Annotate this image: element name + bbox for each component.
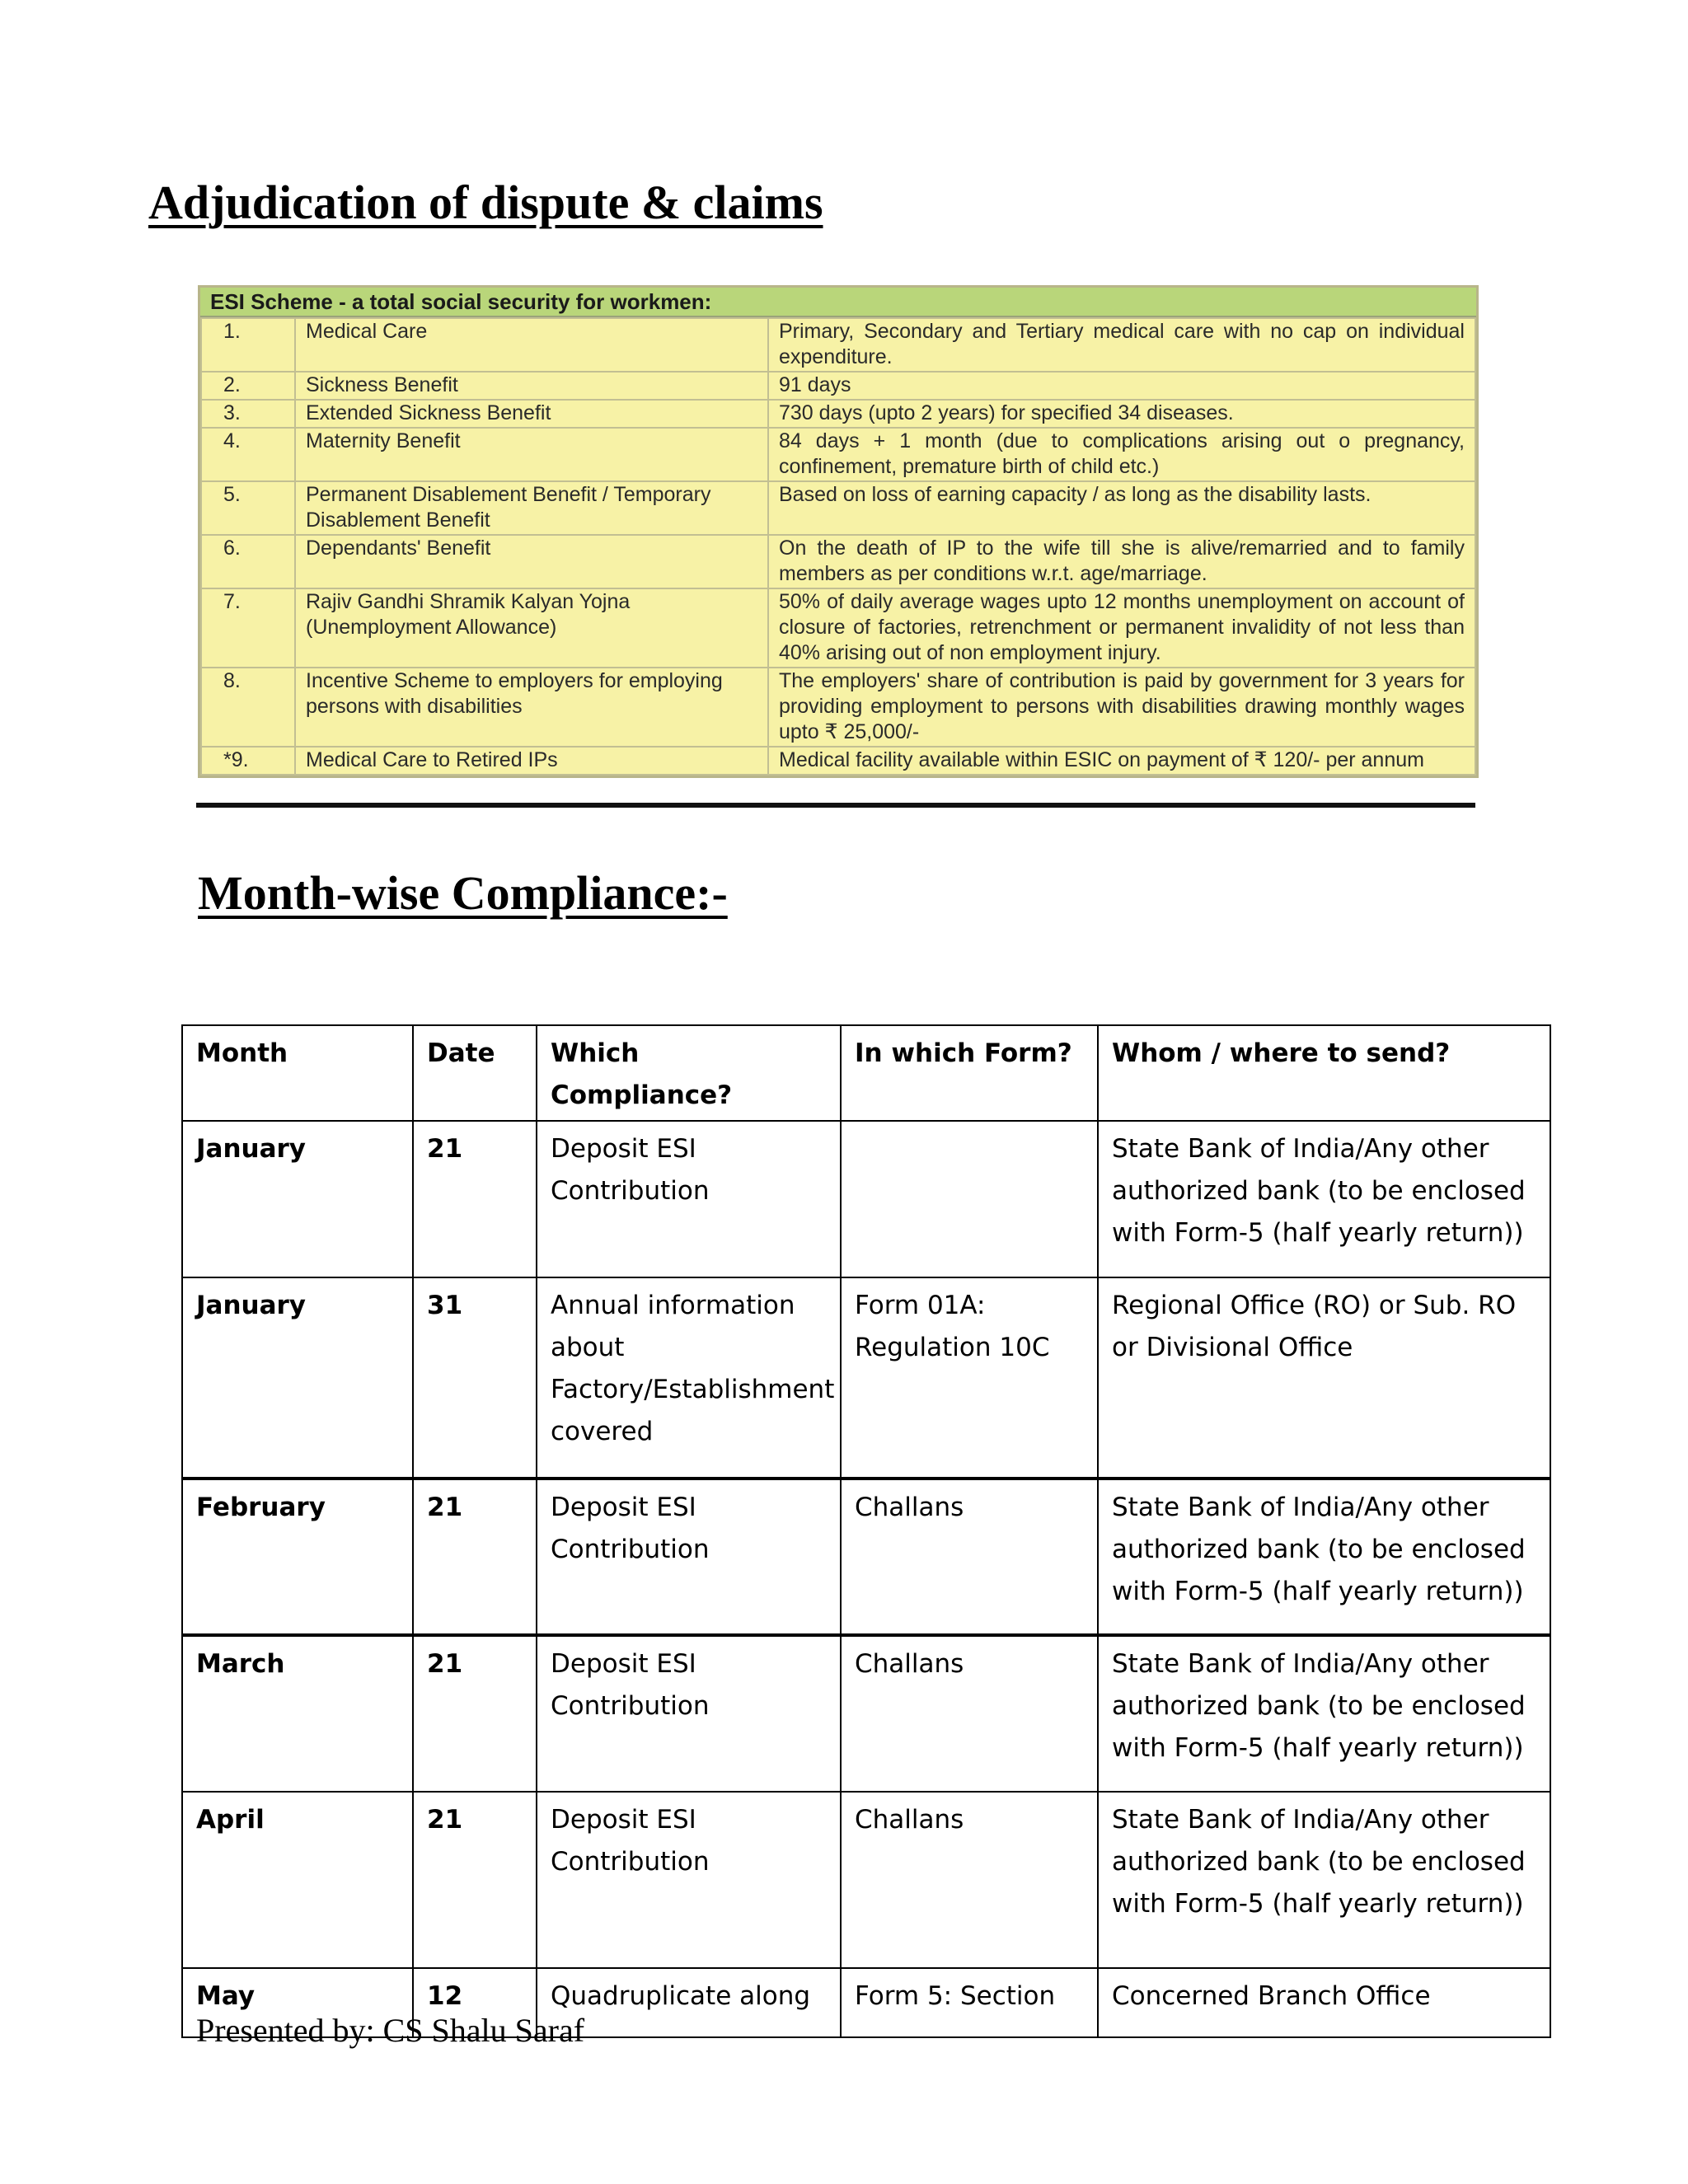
esi-benefit-name: Medical Care [295,318,768,372]
esi-benefit-detail: The employers' share of contribution is paid by government for 3 years for providing employment to persons with disabilities drawing monthly wages upto ₹ 25,000/- [768,668,1475,747]
cell-whom: State Bank of India/Any other authorized bank (to be enclosed with Form-5 (half yearly return)) [1098,1792,1550,1968]
cell-date: 21 [413,1479,537,1635]
cell-compliance: Deposit ESI Contribution [537,1121,841,1277]
esi-benefit-name: Medical Care to Retired IPs [295,747,768,775]
compliance-table [181,1024,1551,2038]
cell-form: Form 5: Section [841,1968,1098,2037]
cell-date: 21 [413,1792,537,1968]
esi-benefit-name: Sickness Benefit [295,372,768,400]
esi-row-number: 6. [201,535,295,588]
esi-row [201,588,1475,668]
cell-form: Challans [841,1792,1098,1968]
table-row [182,1635,1550,1792]
column-header-form: In which Form? [841,1025,1098,1121]
cell-form: Form 01A: Regulation 10C [841,1277,1098,1479]
cell-whom: State Bank of India/Any other authorized bank (to be enclosed with Form-5 (half yearly return)) [1098,1635,1550,1792]
cell-month: February [182,1479,413,1635]
cell-date: 21 [413,1121,537,1277]
cell-compliance: Deposit ESI Contribution [537,1635,841,1792]
esi-row [201,372,1475,400]
esi-row [201,400,1475,428]
table-header-row [182,1025,1550,1121]
esi-row [201,535,1475,588]
cell-compliance: Deposit ESI Contribution [537,1479,841,1635]
esi-row-number: 4. [201,428,295,481]
esi-row-number: 1. [201,318,295,372]
esi-benefit-name: Permanent Disablement Benefit / Temporary Disablement Benefit [295,481,768,535]
column-header-compliance: Which Compliance? [537,1025,841,1121]
esi-scheme-table [198,285,1479,778]
cell-form: Challans [841,1479,1098,1635]
table-row [182,1121,1550,1277]
esi-row-number: 5. [201,481,295,535]
section-divider [196,803,1475,808]
cell-form: Challans [841,1635,1098,1792]
esi-benefit-detail: On the death of IP to the wife till she is alive/remarried and to family members as per conditions w.r.t. age/marriage. [768,535,1475,588]
esi-row-number: 2. [201,372,295,400]
table-row [182,1792,1550,1968]
esi-row-number: *9. [201,747,295,775]
esi-benefit-name: Incentive Scheme to employers for employing persons with disabilities [295,668,768,747]
esi-row [201,318,1475,372]
presenter-credit: Presented by: CS Shalu Saraf [196,2012,585,2049]
esi-row-number: 8. [201,668,295,747]
esi-benefit-detail: 50% of daily average wages upto 12 months unemployment on account of closure of factories, retrenchment or permanent invalidity of not less than 40% arising out of non employment injury. [768,588,1475,668]
esi-benefit-name: Dependants' Benefit [295,535,768,588]
cell-date: 31 [413,1277,537,1479]
cell-month: January [182,1121,413,1277]
cell-month: January [182,1277,413,1479]
cell-compliance: Quadruplicate along [537,1968,841,2037]
table-row [182,1277,1550,1479]
cell-compliance: Deposit ESI Contribution [537,1792,841,1968]
cell-whom: Regional Office (RO) or Sub. RO or Divisional Office [1098,1277,1550,1479]
cell-date: 12 [413,1968,537,2037]
cell-date: 21 [413,1635,537,1792]
column-header-month: Month [182,1025,413,1121]
column-header-whom: Whom / where to send? [1098,1025,1550,1121]
esi-benefit-detail: Medical facility available within ESIC on payment of ₹ 120/- per annum [768,747,1475,775]
table-row [182,1479,1550,1635]
esi-scheme-title: ESI Scheme - a total social security for workmen: [200,288,1476,317]
cell-compliance: Annual information about Factory/Establishment covered [537,1277,841,1479]
column-header-date: Date [413,1025,537,1121]
esi-benefits-table [200,317,1476,776]
cell-month: March [182,1635,413,1792]
esi-benefit-detail: 84 days + 1 month (due to complications arising out o pregnancy, confinement, premature birth of child etc.) [768,428,1475,481]
esi-row-number: 3. [201,400,295,428]
esi-benefit-detail: Based on loss of earning capacity / as long as the disability lasts. [768,481,1475,535]
esi-row [201,481,1475,535]
cell-whom: State Bank of India/Any other authorized bank (to be enclosed with Form-5 (half yearly return)) [1098,1121,1550,1277]
esi-row [201,668,1475,747]
esi-row [201,428,1475,481]
cell-month: April [182,1792,413,1968]
esi-row-number: 7. [201,588,295,668]
esi-benefit-detail: 91 days [768,372,1475,400]
esi-row [201,747,1475,775]
page-title: Adjudication of dispute & claims [148,176,823,229]
cell-whom: State Bank of India/Any other authorized bank (to be enclosed with Form-5 (half yearly return)) [1098,1479,1550,1635]
esi-benefit-name: Maternity Benefit [295,428,768,481]
esi-benefit-name: Rajiv Gandhi Shramik Kalyan Yojna (Unemployment Allowance) [295,588,768,668]
esi-benefit-detail: Primary, Secondary and Tertiary medical care with no cap on individual expenditure. [768,318,1475,372]
cell-month: May [182,1968,413,2037]
esi-benefit-name: Extended Sickness Benefit [295,400,768,428]
section-heading: Month-wise Compliance:- [198,866,728,920]
esi-benefit-detail: 730 days (upto 2 years) for specified 34 diseases. [768,400,1475,428]
cell-form [841,1121,1098,1277]
cell-whom: Concerned Branch Office [1098,1968,1550,2037]
